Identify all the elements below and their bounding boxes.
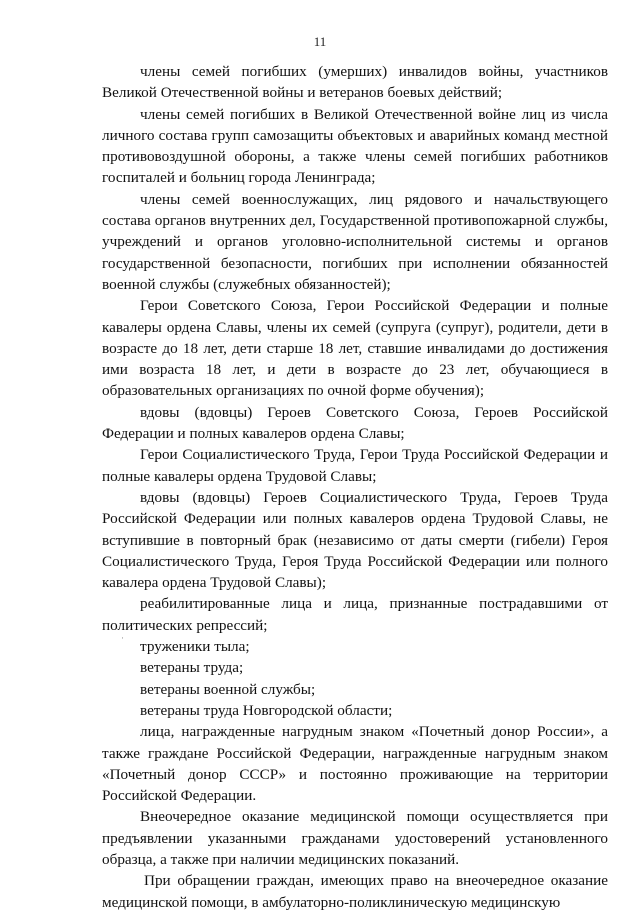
paragraph: вдовы (вдовцы) Героев Советского Союза, Героев Российской Федерации и полных кавалеров ордена Славы; (102, 403, 608, 443)
paragraph: члены семей погибших в Великой Отечественной войне лиц из числа личного состава групп самозащиты объектовых и аварийных команд местной противовоздушной обороны, а также члены семей погибших работников госпиталей и больниц города Ленинграда; (102, 105, 608, 187)
paragraph: реабилитированные лица и лица, признанные пострадавшими от политических репрессий; (102, 595, 608, 634)
paragraph: ветераны военной службы; (140, 680, 316, 698)
document-body (102, 61, 608, 913)
paragraph: ветераны труда Новгородской области; (140, 701, 393, 719)
paragraph: При обращении граждан, имеющих право на внеочередное оказание медицинской помощи, в амбулаторно-поликлиническую медицинскую (102, 872, 608, 911)
paragraph: Герои Советского Союза, Герои Российской Федерации и полные кавалеры ордена Славы, члены их семей (супруга (супруг), родители, дети в возрасте до 18 лет, дети старше 18 лет, ставшие инвалидами до достижения ими возраста 18 лет, и дети в возрасте до 23 лет, обучающиеся в образовательных организациях по очной форме обучения); (102, 297, 608, 400)
paragraph: ветераны труда; (140, 659, 244, 677)
page-number: 11 (313, 34, 327, 49)
scan-artifact-dot: · (121, 633, 124, 643)
paragraph: Внеочередное оказание медицинской помощи осуществляется при предъявлении указанными гражданами удостоверений установленного образца, а также при наличии медицинских показаний. (102, 808, 608, 868)
paragraph: вдовы (вдовцы) Героев Социалистического Труда, Героев Труда Российской Федерации или полных кавалеров ордена Трудовой Славы, не вступившие в повторный брак (независимо от даты смерти (гибели) Героя Социалистического Труда, Героя Труда Российской Федерации или полного кавалера ордена Трудовой Славы); (102, 488, 608, 592)
paragraph: Герои Социалистического Труда, Герои Труда Российской Федерации и полные кавалеры ордена Трудовой Славы; (102, 446, 608, 485)
paragraph: члены семей погибших (умерших) инвалидов войны, участников Великой Отечественной войны и ветеранов боевых действий; (102, 63, 608, 102)
paragraph: лица, награжденные нагрудным знаком «Почетный донор России», а также граждане Российской Федерации, награжденные нагрудным знаком «Почетный донор СССР» и постоянно проживающие на территории Российской Федерации. (102, 723, 608, 805)
paragraph: члены семей военнослужащих, лиц рядового и начальствующего состава органов внутренних дел, Государственной противопожарной службы, учреждений и органов уголовно-исполнительной системы и органов государственной безопасности, погибших при исполнении обязанностей военной службы (служебных обязанностей); (102, 190, 608, 293)
paragraph: труженики тыла; (140, 638, 250, 656)
